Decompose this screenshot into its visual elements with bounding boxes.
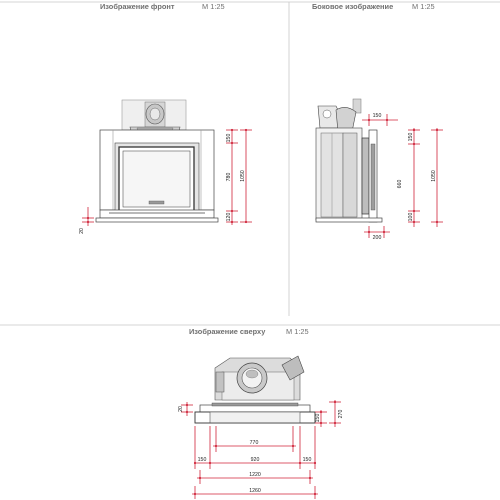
front-dim-20: 20 — [79, 228, 85, 234]
side-dim-200: 200 — [372, 235, 382, 241]
top-view-drawing — [195, 356, 315, 423]
front-dim-150: 150 — [226, 133, 232, 143]
top-view-title: Изображение сверху — [189, 327, 266, 336]
top-dim-20: 20 — [178, 406, 184, 412]
side-dim-150-top: 150 — [372, 113, 382, 119]
side-dim-100: 100 — [408, 212, 414, 222]
front-dim-120: 120 — [226, 212, 232, 222]
side-dim-150-right: 150 — [408, 132, 414, 142]
front-dim-780: 780 — [226, 172, 232, 182]
top-dim-920: 920 — [250, 457, 260, 463]
side-dim-660: 660 — [397, 179, 403, 189]
front-view-title: Изображение фронт — [100, 2, 175, 11]
side-dim-1050: 1050 — [431, 170, 437, 182]
side-view-title: Боковое изображение — [312, 2, 394, 11]
top-dim-150-b: 150 — [302, 457, 312, 463]
side-view-scale: М 1:25 — [412, 2, 435, 11]
top-dim-770: 770 — [249, 440, 259, 446]
top-dim-1220: 1220 — [249, 472, 261, 478]
top-dim-150-right: 150 — [315, 413, 321, 423]
top-dim-150-left: 150 — [197, 457, 207, 463]
top-dim-1260: 1260 — [249, 488, 261, 494]
top-dim-270: 270 — [338, 409, 344, 419]
front-view-drawing — [96, 100, 218, 222]
front-view-scale: М 1:25 — [202, 2, 225, 11]
top-view-scale: М 1:25 — [286, 327, 309, 336]
front-dim-1050: 1050 — [240, 170, 246, 182]
